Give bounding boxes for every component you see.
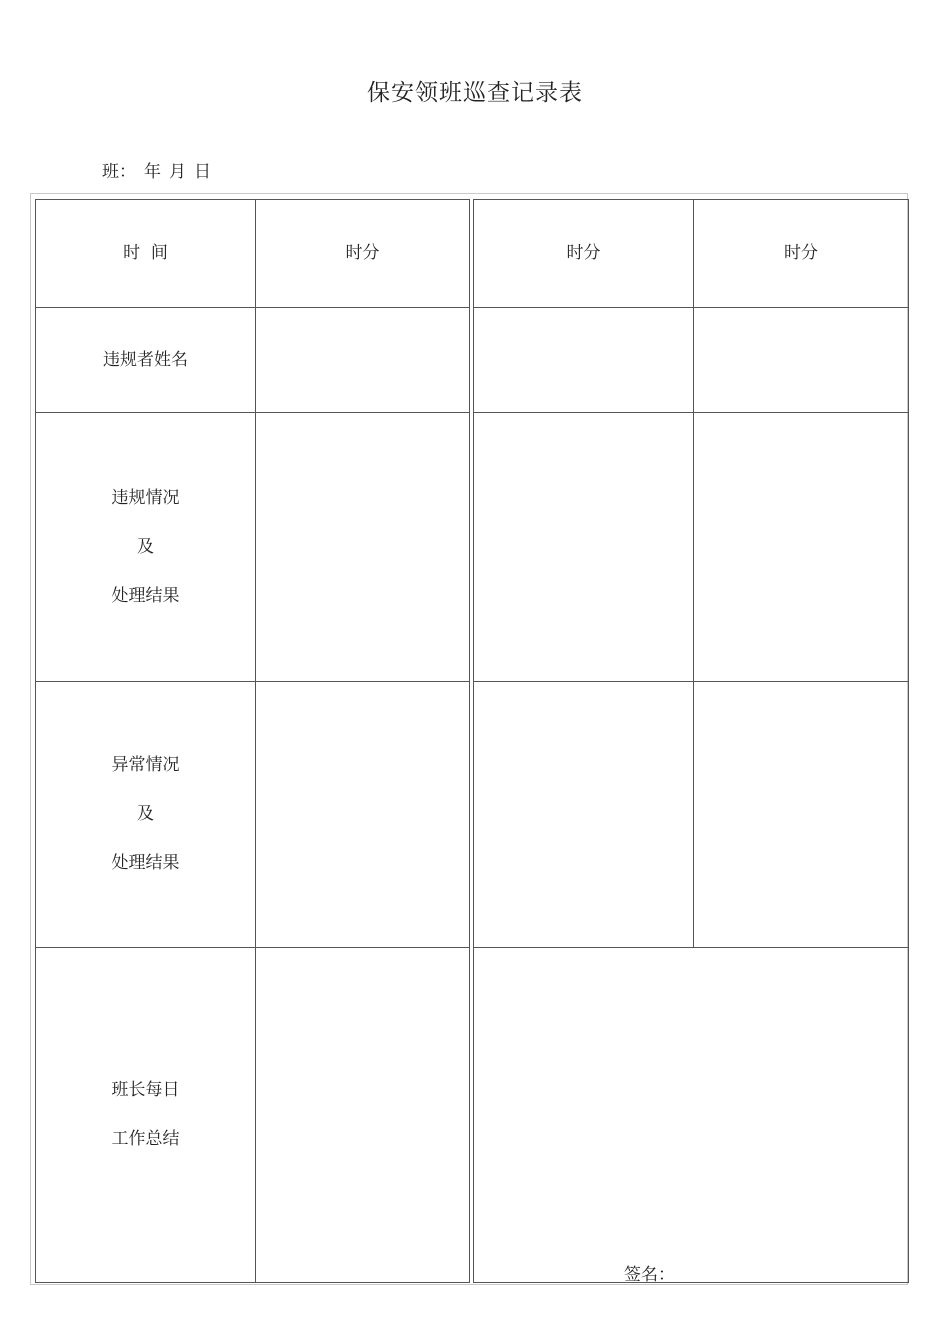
row-label-summary <box>36 948 255 1282</box>
abnormal-line-3: 处理结果 <box>111 853 180 873</box>
grid-line <box>473 199 474 1283</box>
grid-line <box>473 1282 909 1283</box>
summary-line-2: 工作总结 <box>111 1129 180 1149</box>
header-column-2 <box>474 200 693 307</box>
grid-line <box>693 199 694 948</box>
header-column-label: 时分 <box>784 243 818 263</box>
grid-line <box>473 412 909 413</box>
grid-line <box>473 307 909 308</box>
shift-label: 班： <box>102 162 136 182</box>
date-line <box>102 157 211 182</box>
abnormal-line-2: 及 <box>137 804 154 824</box>
violator-name-label: 违规者姓名 <box>103 349 188 370</box>
row-label-abnormal <box>36 682 255 947</box>
violation-line-1: 违规情况 <box>111 487 180 508</box>
abnormal-line-1: 异常情况 <box>111 755 180 775</box>
grid-line <box>908 199 909 1283</box>
row-label-violation <box>36 413 255 681</box>
header-time-cell <box>36 200 255 307</box>
header-column-1 <box>256 200 469 307</box>
year-label: 年 <box>144 162 161 182</box>
grid-line <box>469 199 470 1283</box>
signature-label: 签名： <box>624 1265 675 1285</box>
grid-line <box>35 1282 470 1283</box>
grid-line <box>473 947 909 948</box>
header-column-3 <box>694 200 908 307</box>
grid-line <box>473 681 909 682</box>
violation-line-3: 处理结果 <box>111 585 180 606</box>
header-column-label: 时分 <box>345 243 380 263</box>
header-column-label: 时分 <box>566 243 601 263</box>
row-label-violator-name <box>36 308 255 412</box>
day-label: 日 <box>194 162 211 182</box>
month-label: 月 <box>169 162 186 182</box>
violation-line-2: 及 <box>137 536 154 557</box>
page-title: 保安领班巡查记录表 <box>367 80 583 106</box>
grid-line <box>255 199 256 1283</box>
summary-line-1: 班长每日 <box>111 1080 180 1100</box>
header-time-label: 时 间 <box>123 243 168 263</box>
